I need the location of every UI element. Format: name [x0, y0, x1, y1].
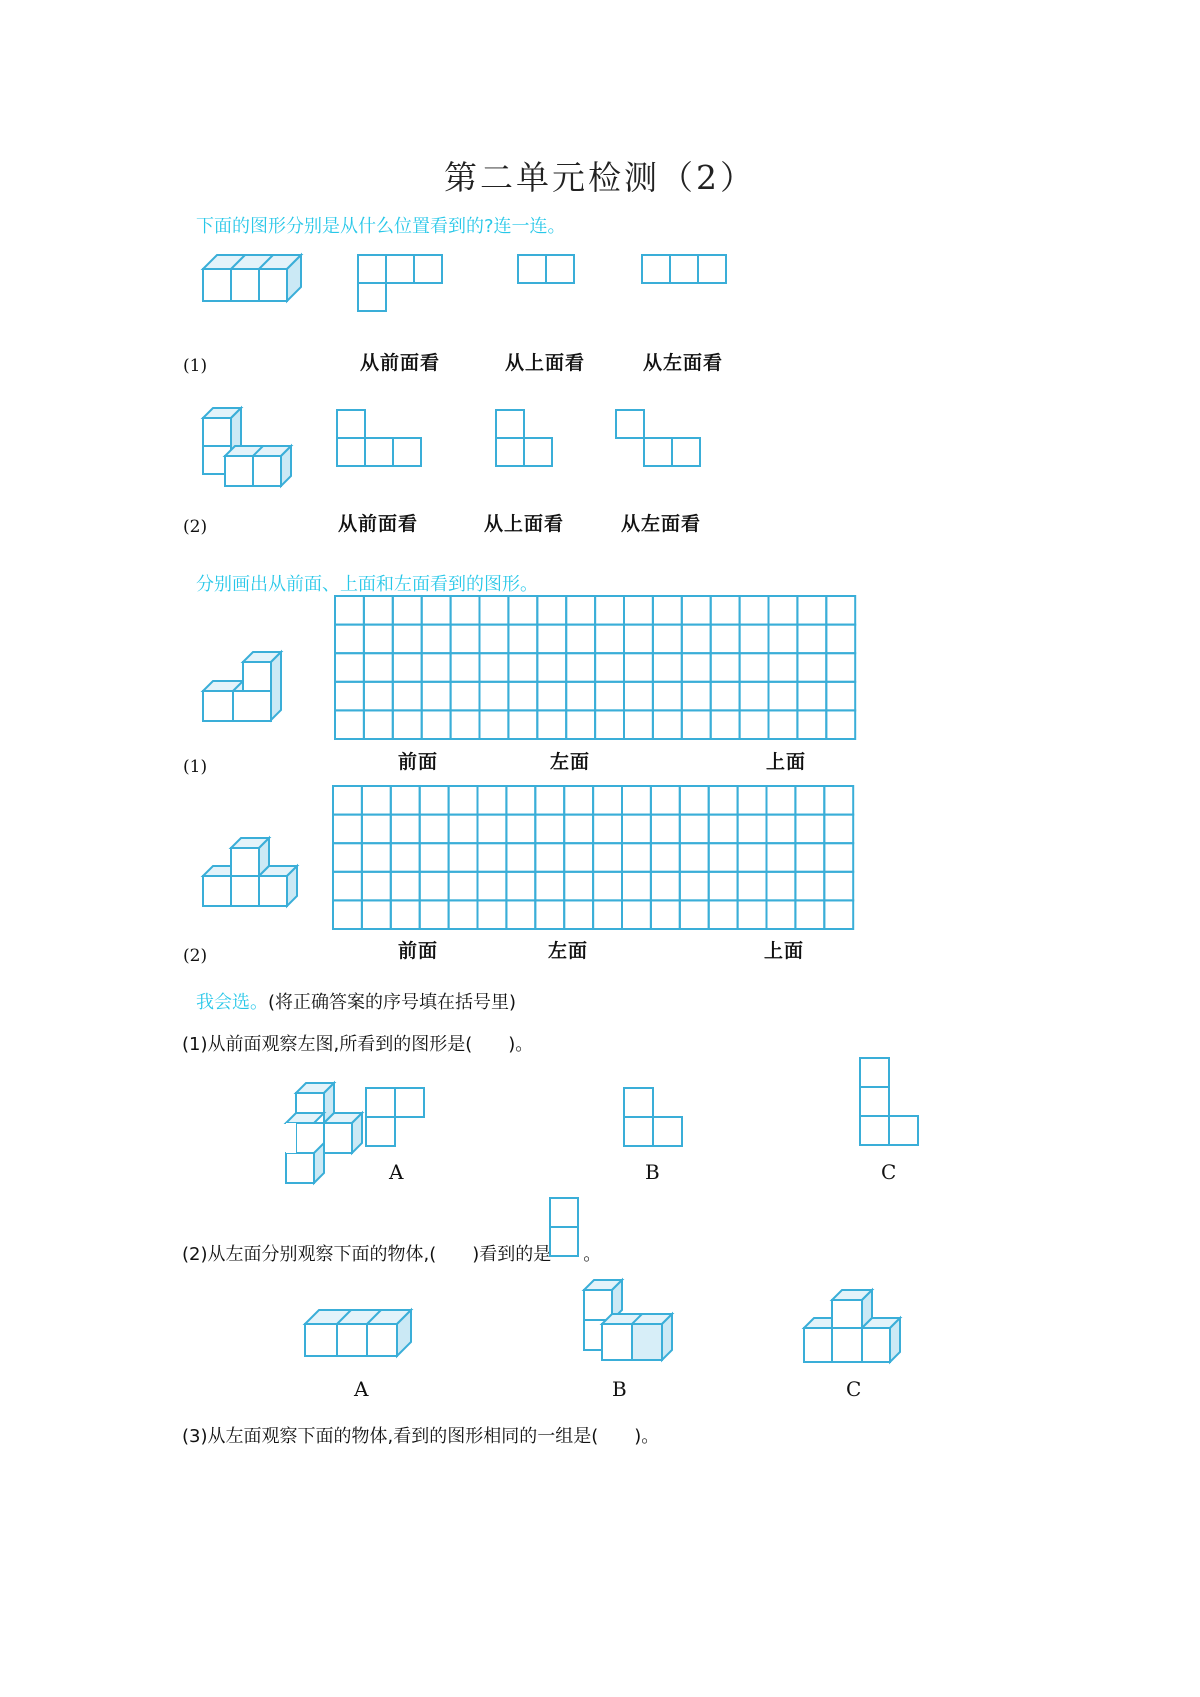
grid-cell[interactable] [420, 900, 449, 929]
grid-cell[interactable] [391, 900, 420, 929]
label-left: 左面 [548, 940, 589, 962]
section2-heading: 分别画出从前面、上面和左面看到的图形。 [196, 574, 538, 595]
option-b-shape [624, 1088, 688, 1152]
grid-cell[interactable] [420, 815, 449, 844]
iso-cube-corner-figure [203, 652, 283, 732]
grid-cell[interactable] [422, 710, 451, 739]
grid-cell[interactable] [480, 625, 509, 654]
grid-cell[interactable] [480, 682, 509, 711]
grid-cell[interactable] [709, 843, 738, 872]
grid-cell[interactable] [769, 653, 798, 682]
label-left: 从左面看 [621, 513, 702, 535]
grid-cell[interactable] [362, 843, 391, 872]
grid-cell[interactable] [795, 900, 824, 929]
grid-cell[interactable] [709, 900, 738, 929]
question-2 [182, 1240, 601, 1266]
iso-cube-step-figure [203, 408, 298, 498]
option-c-label: C [846, 1377, 862, 1401]
grid-cell[interactable] [333, 786, 362, 815]
grid-cell[interactable] [478, 843, 507, 872]
grid-cell[interactable] [680, 900, 709, 929]
grid-cell[interactable] [333, 843, 362, 872]
problem-number: (1) [183, 356, 208, 376]
grid-cell[interactable] [682, 596, 711, 625]
grid-cell[interactable] [451, 710, 480, 739]
label-front: 从前面看 [338, 513, 419, 535]
grid-cell[interactable] [335, 596, 364, 625]
iso-cube-t-figure [203, 838, 315, 908]
grid-cell[interactable] [535, 900, 564, 929]
grid-cell[interactable] [566, 710, 595, 739]
grid-cell[interactable] [680, 786, 709, 815]
view-shape-l-small [496, 410, 556, 470]
grid-cell[interactable] [711, 710, 740, 739]
grid-cell[interactable] [593, 815, 622, 844]
grid-cell[interactable] [478, 815, 507, 844]
grid-cell[interactable] [651, 843, 680, 872]
grid-cell[interactable] [740, 596, 769, 625]
grid-cell[interactable] [653, 653, 682, 682]
grid-cell[interactable] [422, 653, 451, 682]
grid-cell[interactable] [566, 682, 595, 711]
grid-cell[interactable] [797, 653, 826, 682]
grid-cell[interactable] [508, 625, 537, 654]
question-2-text: (2)从左面分别观察下面的物体,( )看到的是 [182, 1244, 552, 1265]
option-a-label: A [354, 1377, 369, 1401]
grid-cell[interactable] [535, 872, 564, 901]
grid-cell[interactable] [566, 653, 595, 682]
grid-cell[interactable] [795, 872, 824, 901]
grid-cell[interactable] [651, 786, 680, 815]
option-a-label: A [389, 1160, 404, 1184]
section3-heading [196, 988, 516, 1014]
view-shape-two [518, 255, 578, 287]
iso-cube-row-figure [203, 255, 315, 307]
problem-number: (2) [183, 946, 208, 966]
grid-cell[interactable] [651, 900, 680, 929]
grid-cell[interactable] [797, 596, 826, 625]
section3-heading-note: (将正确答案的序号填在括号里) [268, 992, 517, 1013]
grid-cell[interactable] [364, 625, 393, 654]
grid-cell[interactable] [680, 843, 709, 872]
label-top: 上面 [766, 751, 807, 773]
grid-cell[interactable] [537, 596, 566, 625]
grid-cell[interactable] [680, 872, 709, 901]
option-b-label: B [645, 1160, 660, 1184]
problem-number: (2) [183, 517, 208, 537]
page-title: 第二单元检测（2） [444, 158, 756, 197]
grid-cell[interactable] [595, 596, 624, 625]
grid-cell[interactable] [622, 815, 651, 844]
grid-cell[interactable] [535, 786, 564, 815]
grid-cell[interactable] [362, 786, 391, 815]
grid-cell[interactable] [422, 596, 451, 625]
option-c-label: C [881, 1160, 897, 1184]
grid-cell[interactable] [711, 625, 740, 654]
problem-number: (1) [183, 757, 208, 777]
grid-cell[interactable] [393, 596, 422, 625]
grid-cell[interactable] [767, 786, 796, 815]
grid-cell[interactable] [622, 786, 651, 815]
grid-cell[interactable] [566, 596, 595, 625]
grid-cell[interactable] [364, 653, 393, 682]
grid-cell[interactable] [624, 653, 653, 682]
grid-cell[interactable] [826, 625, 855, 654]
option-c-shape [860, 1058, 924, 1152]
grid-cell[interactable] [738, 786, 767, 815]
grid-cell[interactable] [449, 786, 478, 815]
grid-cell[interactable] [506, 843, 535, 872]
grid-cell[interactable] [622, 900, 651, 929]
grid-cell[interactable] [767, 872, 796, 901]
grid-cell[interactable] [480, 653, 509, 682]
grid-cell[interactable] [508, 682, 537, 711]
grid-cell[interactable] [826, 596, 855, 625]
grid-cell[interactable] [653, 682, 682, 711]
grid-cell[interactable] [769, 596, 798, 625]
question-2-period: 。 [583, 1244, 602, 1265]
label-top: 从上面看 [505, 352, 586, 374]
label-top: 从上面看 [484, 513, 565, 535]
grid-cell[interactable] [362, 900, 391, 929]
grid-cell[interactable] [769, 682, 798, 711]
grid-cell[interactable] [653, 710, 682, 739]
grid-cell[interactable] [795, 815, 824, 844]
grid-cell[interactable] [391, 843, 420, 872]
grid-cell[interactable] [364, 710, 393, 739]
grid-cell[interactable] [797, 625, 826, 654]
question-3: (3)从左面观察下面的物体,看到的图形相同的一组是( )。 [182, 1426, 660, 1447]
grid-cell[interactable] [566, 625, 595, 654]
grid-cell[interactable] [769, 710, 798, 739]
grid-cell[interactable] [391, 786, 420, 815]
view-shape-three [642, 255, 732, 287]
grid-cell[interactable] [449, 815, 478, 844]
grid-cell[interactable] [449, 843, 478, 872]
grid-cell[interactable] [824, 872, 853, 901]
grid-cell[interactable] [682, 653, 711, 682]
grid-cell[interactable] [391, 815, 420, 844]
grid-cell[interactable] [593, 843, 622, 872]
label-top: 上面 [764, 940, 805, 962]
option-a-shape [366, 1088, 430, 1152]
grid-cell[interactable] [506, 815, 535, 844]
grid-cell[interactable] [393, 625, 422, 654]
grid-cell[interactable] [797, 682, 826, 711]
grid-cell[interactable] [682, 625, 711, 654]
grid-cell[interactable] [593, 786, 622, 815]
grid-cell[interactable] [680, 815, 709, 844]
view-shape-z [616, 410, 706, 470]
grid-cell[interactable] [795, 786, 824, 815]
grid-cell[interactable] [709, 815, 738, 844]
grid-cell[interactable] [335, 682, 364, 711]
grid-cell[interactable] [420, 786, 449, 815]
grid-cell[interactable] [622, 872, 651, 901]
grid-cell[interactable] [595, 682, 624, 711]
grid-cell[interactable] [595, 710, 624, 739]
grid-cell[interactable] [624, 596, 653, 625]
grid-cell[interactable] [711, 596, 740, 625]
grid-cell[interactable] [767, 815, 796, 844]
grid-cell[interactable] [795, 843, 824, 872]
grid-cell[interactable] [508, 653, 537, 682]
grid-cell[interactable] [624, 682, 653, 711]
label-left: 从左面看 [643, 352, 724, 374]
iso-cube-stairs-figure [286, 1083, 370, 1183]
grid-cell[interactable] [393, 682, 422, 711]
grid-cell[interactable] [564, 872, 593, 901]
grid-cell[interactable] [826, 682, 855, 711]
grid-cell[interactable] [506, 872, 535, 901]
grid-cell[interactable] [537, 625, 566, 654]
grid-cell[interactable] [593, 872, 622, 901]
grid-cell[interactable] [478, 900, 507, 929]
grid-cell[interactable] [451, 653, 480, 682]
grid-cell[interactable] [593, 900, 622, 929]
grid-cell[interactable] [738, 872, 767, 901]
grid-cell[interactable] [711, 682, 740, 711]
grid-cell[interactable] [478, 786, 507, 815]
option-b-label: B [612, 1377, 627, 1401]
grid-cell[interactable] [595, 625, 624, 654]
grid-cell[interactable] [335, 653, 364, 682]
view-shape-l-up [337, 410, 427, 470]
section3-heading-title: 我会选。 [196, 992, 268, 1013]
grid-cell[interactable] [738, 900, 767, 929]
label-left: 左面 [550, 751, 591, 773]
label-front: 前面 [398, 751, 439, 773]
grid-cell[interactable] [682, 682, 711, 711]
grid-cell[interactable] [422, 625, 451, 654]
drawing-grid[interactable] [334, 595, 854, 745]
grid-cell[interactable] [738, 843, 767, 872]
grid-cell[interactable] [478, 872, 507, 901]
grid-cell[interactable] [738, 815, 767, 844]
grid-cell[interactable] [364, 682, 393, 711]
grid-cell[interactable] [824, 900, 853, 929]
grid-cell[interactable] [824, 786, 853, 815]
grid-cell[interactable] [535, 815, 564, 844]
grid-cell[interactable] [826, 653, 855, 682]
grid-cell[interactable] [711, 653, 740, 682]
grid-cell[interactable] [564, 843, 593, 872]
grid-cell[interactable] [449, 872, 478, 901]
grid-cell[interactable] [508, 596, 537, 625]
grid-cell[interactable] [420, 872, 449, 901]
grid-cell[interactable] [740, 710, 769, 739]
grid-cell[interactable] [451, 596, 480, 625]
grid-cell[interactable] [333, 815, 362, 844]
grid-cell[interactable] [709, 786, 738, 815]
grid-cell[interactable] [506, 786, 535, 815]
grid-cell[interactable] [769, 625, 798, 654]
grid-cell[interactable] [333, 900, 362, 929]
grid-cell[interactable] [824, 843, 853, 872]
grid-cell[interactable] [420, 843, 449, 872]
option-b-iso-figure [584, 1280, 676, 1364]
grid-cell[interactable] [709, 872, 738, 901]
grid-cell[interactable] [480, 710, 509, 739]
grid-cell[interactable] [506, 900, 535, 929]
grid-cell[interactable] [480, 596, 509, 625]
grid-cell[interactable] [651, 815, 680, 844]
grid-cell[interactable] [335, 625, 364, 654]
view-shape-l [358, 255, 448, 315]
option-a-iso-figure [305, 1310, 417, 1362]
grid-cell[interactable] [824, 815, 853, 844]
grid-cell[interactable] [451, 682, 480, 711]
grid-cell[interactable] [537, 653, 566, 682]
label-front: 从前面看 [360, 352, 441, 374]
grid-cell[interactable] [537, 682, 566, 711]
grid-cell[interactable] [564, 900, 593, 929]
grid-cell[interactable] [362, 815, 391, 844]
grid-cell[interactable] [508, 710, 537, 739]
grid-cell[interactable] [449, 900, 478, 929]
grid-cell[interactable] [622, 843, 651, 872]
grid-cell[interactable] [797, 710, 826, 739]
grid-cell[interactable] [393, 710, 422, 739]
grid-cell[interactable] [564, 786, 593, 815]
grid-cell[interactable] [595, 653, 624, 682]
grid-cell[interactable] [740, 682, 769, 711]
option-c-iso-figure [804, 1290, 906, 1366]
grid-cell[interactable] [653, 625, 682, 654]
grid-cell[interactable] [537, 710, 566, 739]
grid-cell[interactable] [682, 710, 711, 739]
grid-cell[interactable] [451, 625, 480, 654]
grid-cell[interactable] [335, 710, 364, 739]
grid-cell[interactable] [767, 843, 796, 872]
label-front: 前面 [398, 940, 439, 962]
grid-cell[interactable] [740, 625, 769, 654]
grid-cell[interactable] [362, 872, 391, 901]
vertical-two-square-shape [550, 1198, 582, 1260]
grid-cell[interactable] [535, 843, 564, 872]
grid-cell[interactable] [653, 596, 682, 625]
grid-cell[interactable] [391, 872, 420, 901]
grid-cell[interactable] [333, 872, 362, 901]
drawing-grid[interactable] [332, 785, 852, 935]
grid-cell[interactable] [393, 653, 422, 682]
grid-cell[interactable] [364, 596, 393, 625]
grid-cell[interactable] [564, 815, 593, 844]
grid-cell[interactable] [422, 682, 451, 711]
grid-cell[interactable] [740, 653, 769, 682]
question-1: (1)从前面观察左图,所看到的图形是( )。 [182, 1034, 534, 1055]
grid-cell[interactable] [826, 710, 855, 739]
section1-heading: 下面的图形分别是从什么位置看到的?连一连。 [196, 216, 566, 237]
grid-cell[interactable] [624, 625, 653, 654]
grid-cell[interactable] [651, 872, 680, 901]
grid-cell[interactable] [767, 900, 796, 929]
grid-cell[interactable] [624, 710, 653, 739]
